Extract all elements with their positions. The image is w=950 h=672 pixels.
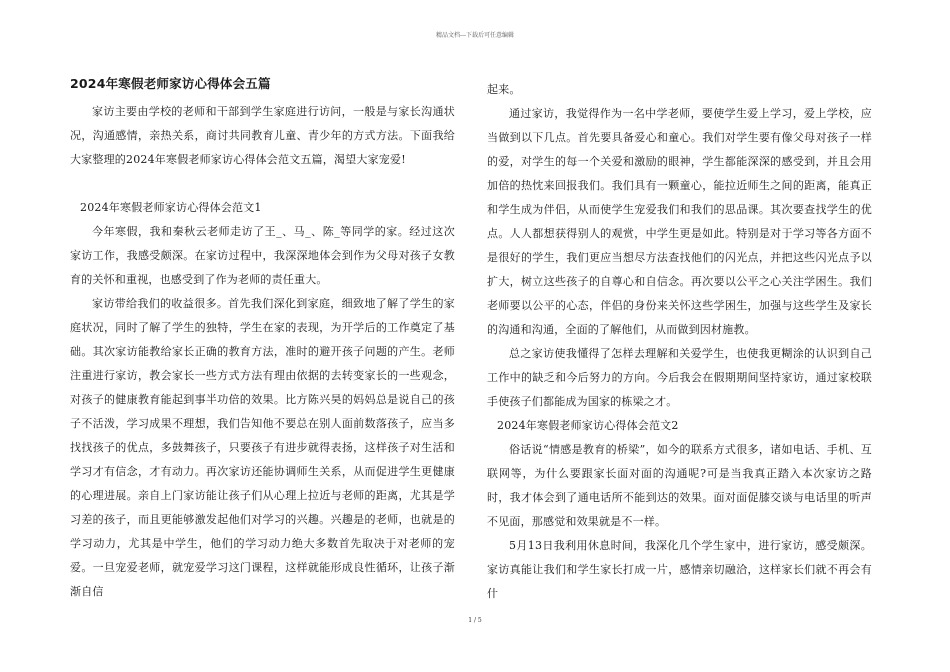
document-title: 2024年寒假老师家访心得体会五篇 (70, 76, 271, 91)
right-column (487, 78, 872, 606)
intro-paragraph: 家访主要由学校的老师和干部到学生家庭进行访问，一般是与家长沟通状况，沟通感情，亲热关系，商讨共同教育儿童、青少年的方式方法。下面我给大家整理的2024年寒假老师家访心得体会范文五篇，渴望大家宠爱! (70, 105, 455, 166)
page-header: 精品文档---下载后可任意编辑 (435, 32, 515, 39)
paragraph: 通过家访，我觉得作为一名中学老师，要使学生爱上学习，爱上学校，应当做到以下几点。首先要具备爱心和童心。我们对学生要有像父母对孩子一样的爱，对学生的每一个关爱和激励的眼神，学生都能深深的感受到，并且会用加倍的热忱来回报我们。我们具有一颗童心，能拉近师生之间的距离，能真正和学生成为伴侣，从而使学生宠爱我们和我们的思品课。其次要查找学生的优点。人人都想获得别人的观赏，中学生更是如此。特别是对于学习等各方面不是很好的学生，我们更应当想尽方法查找他们的闪光点，并把这些闪光点予以扩大，树立这些孩子的自尊心和自信念。再次要以公平之心关注学困生。我们老师要以公平的心态，伴侣的身份来关怀这些学困生，加强与这些学生及家长的沟通和沟通，全面的了解他们，从而做到因材施教。 (487, 107, 872, 336)
section-2-heading: 2024年寒假老师家访心得体会范文2 (497, 419, 679, 432)
section-1-heading: 2024年寒假老师家访心得体会范文1 (80, 201, 262, 214)
paragraph-continuation: 起来。 (487, 83, 521, 96)
paragraph: 今年寒假，我和秦秋云老师走访了王_、马_、陈_等同学的家。经过这次家访工作，我感受颇深。在家访过程中，我深深地体会到作为父母对孩子女教育的关怀和重视，也感受到了作为老师的责任重大。 (70, 225, 455, 286)
paragraph: 家访带给我们的收益很多。首先我们深化到家庭，细致地了解了学生的家庭状况，同时了解了学生的独特，学生在家的表现，为开学后的工作奠定了基础。其次家访能教给家长正确的教育方法，准时的避开孩子问题的产生。老师注重进行家访，教会家长一些方式方法有理由依据的去转变家长的一些观念，对孩子的健康教育能起到事半功倍的效果。比方陈兴昊的妈妈总是说自己的孩子不活泼，学习成果不理想，我们告知他不要总在别人面前数落孩子，应当多找找孩子的优点，多鼓舞孩子，只要孩子有进步就得表扬，这样孩子对生活和学习才有信念，才有动力。再次家访还能协调师生关系，从而促进学生更健康的心理进展。亲自上门家访能让孩子们从心理上拉近与老师的距离，尤其是学习差的孩子，而且更能够激发起他们对学习的兴趣。兴趣是的老师，也就是的学习动力，尤其是中学生，他们的学习动力绝大多数首先取决于对老师的宠爱。一旦宠爱老师，就宠爱学习这门课程，这样就能形成良性循环，让孩子渐渐自信 (70, 297, 455, 598)
page-number: 1 / 5 (468, 617, 482, 624)
paragraph: 俗话说“情感是教育的桥梁”，如今的联系方式很多，诸如电话、手机、互联网等，为什么要跟家长面对面的沟通呢?可是当我真正踏入本次家访之路时，我才体会到了通电话所不能到达的效果。面对面促膝交谈与电话里的听声不见面，那感觉和效果就是不一样。 (487, 443, 872, 528)
paragraph: 总之家访使我懂得了怎样去理解和关爱学生，也使我更糊涂的认识到自己工作中的缺乏和今后努力的方向。今后我会在假期期间坚持家访，通过家校联手使孩子们都能成为国家的栋梁之才。 (487, 347, 872, 408)
left-column (70, 72, 455, 604)
paragraph: 5月13日我利用休息时间，我深化几个学生家中，进行家访，感受颇深。家访真能让我们和学生家长打成一片，感情亲切融洽，这样家长们就不再会有什 (487, 539, 872, 600)
